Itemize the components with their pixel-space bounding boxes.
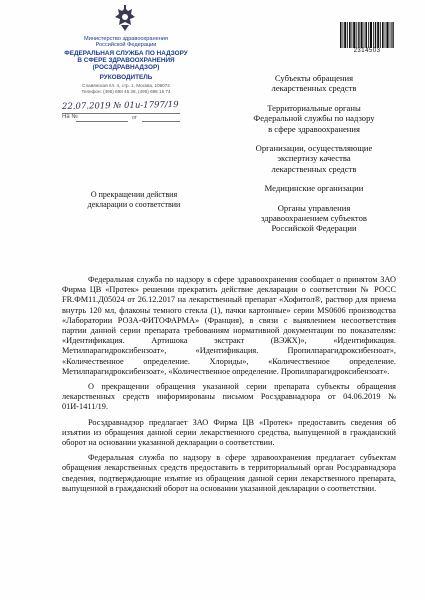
recipient-item: Медицинские организации (264, 183, 364, 194)
body-paragraph: Федеральная служба по надзору в сфере здравоохранения предлагает субъектам обращения лекарственных средств предоставить в территориальный орган Росздравнадзора сведения, подтверждающие изъятие из обращения данной серии лекарственного препарата, выпущенной в гражданский оборот на основании указанной декларации о соответствии. (62, 453, 396, 493)
reference-date-label: от (132, 115, 137, 121)
body-paragraph: О прекращении обращения указанной серии препарата субъекты обращения лекарственных средств информированы письмом Росздравнадзора от 04.06.2019 № 01И-1411/19. (62, 382, 396, 412)
date-underline (62, 113, 180, 114)
ministry-name: Министерство здравоохранения Российской Федерации (84, 36, 168, 49)
barcode-icon (340, 22, 394, 48)
reference-number-label: На № (62, 114, 78, 120)
coat-of-arms-emblem-icon (114, 5, 136, 32)
handwritten-date-number: 22.07.2019 № 01и-1797/19 (61, 99, 179, 113)
body-paragraph: Федеральная служба по надзору в сфере здравоохранения сообщает о принятом ЗАО Фирма ЦВ «Протек» решении прекратить действие декларации о соответствии № РОСС FR.ФМ11.Д05024 от 26.12.2017 на лекарственный препарат «Хофитол®, раствор для приема внутрь 120 мл, флаконы темного стекла (1), пачки картонные» серии MS0606 производства «Лаборатории РОЗА-ФИТОФАРМА» (Франция), в связи с выявлением несоответствия партии данной серии препарата требованиям нормативной документации по показателям: «Идентификация. Артишока экстракт (ВЭЖХ)», «Идентификация. Метилпарагидроксибензоат», «Идентификация. Пропилпарагидроксибензоат», «Количественное определение. Хлориды», «Количественное определение. Метилпарагидроксибензоат», «Количественное определение. Пропилпарагидроксибензоат». (62, 275, 396, 376)
letterhead (52, 36, 200, 94)
recipient-item: Субъекты обращения лекарственных средств (271, 73, 357, 94)
service-name: ФЕДЕРАЛЬНАЯ СЛУЖБА ПО НАДЗОРУ В СФЕРЕ ЗДРАВООХРАНЕНИЯ (РОСЗДРАВНАДЗОР) (64, 49, 188, 72)
recipient-item: Организации, осуществляющие экспертизу качества лекарственных средств (255, 143, 373, 174)
head-title: РУКОВОДИТЕЛЬ (99, 74, 153, 82)
letter-body (62, 275, 396, 499)
address-block: Славянская пл. 4, стр. 1, Москва, 109074 Телефон: (495) 698 45 38, (495) 698 15 74 (81, 83, 171, 94)
letter-subject: О прекращении действия декларации о соответствии (87, 190, 181, 209)
reference-date-line (142, 121, 180, 122)
recipient-item: Территориальные органы Федеральной службы по надзору в сфере здравоохранения (253, 102, 375, 134)
reference-number-line (76, 121, 128, 122)
barcode-number: 2314503 (353, 48, 381, 54)
body-paragraph: Росздравнадзор предлагает ЗАО Фирма ЦВ «Протек» предоставить сведения об изъятии из обращения данной серии лекарственного средства, выпущенной в гражданский оборот на основании указанной декларации о соответствии. (62, 417, 396, 448)
recipients-block (236, 73, 392, 243)
recipient-item: Органы управления здравоохранением субъектов Российской Федерации (261, 202, 367, 234)
